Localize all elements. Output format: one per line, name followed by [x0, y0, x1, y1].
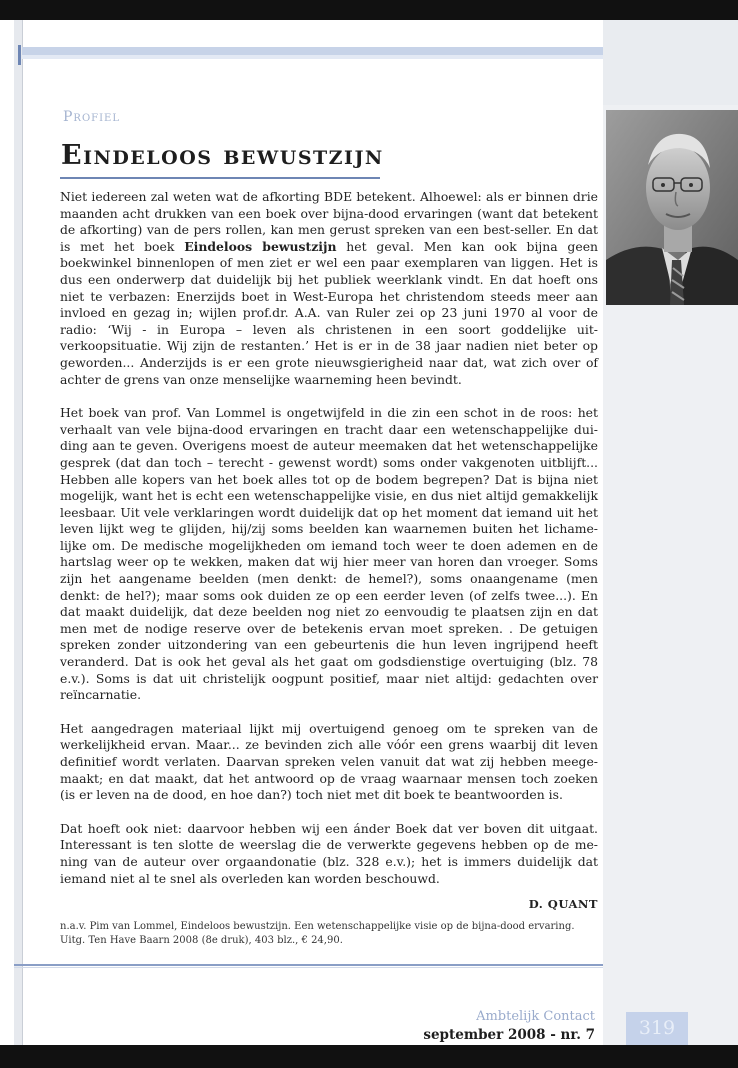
- paragraph-4: Dat hoeft ook niet: daarvoor hebben wij een ánder Boek dat ver boven dit uitgaat. Interessant is ten slotte de weerslag die de verwerkte gegevens hebben op de me-ning van de auteur over orgaandonatie (blz. 328 e.v.); het is immers duidelijk dat iemand niet al te snel als overleden kan worden beschouwd.: [60, 820, 598, 886]
- issue-info: september 2008 - nr. 7: [423, 1027, 595, 1043]
- paragraph-2: Het boek van prof. Van Lommel is ongetwijfeld in die zin een schot in de roos: het verhaalt van vele bijna-dood ervaringen en tracht daar een wetenschappelijke dui-ding aan te geven. Overigens moest de auteur meemaken dat het wetenschappelijke gesprek (dat dan toch – terecht - gewenst wordt) soms onder vakgenoten uitblijft... Hebben alle kopers van het boek alles tot op de bodem begrepen? Dat is bijna niet mogelijk, want het is echt een wetenschappelijke visie, en dus niet altijd gemakkelijk leesbaar. Uit vele verklaringen wordt duidelijk dat op het moment dat iemand uit het leven lijkt weg te glijden, hij/zij soms beelden kan waarnemen buiten het lichame-lijke om. De medische mogelijkheden om iemand toch weer te doen ademen en de hartslag weer op te wekken, maken dat wij hier meer van horen dan vroeger. Soms zijn het aangename beelden (men denkt: de hemel?), soms onaangename (men denkt: de hel?); maar soms ook duiden ze op een eerder leven (of zelfs twee...). En dat maakt duidelijk, dat deze beelden nog niet zo eenvoudig te plaatsen zijn en dat men met de nodige reserve over de betekenis ervan moet spreken. . De getuigen spreken zonder uitzondering van een gebeurtenis die hun leven ingrijpend heeft veranderd. Dat is ook het geval als het gaat om godsdienstige overtuiging (blz. 78 e.v.). Soms is dat uit christelijk oogpunt positief, maar niet altijd: gedachten over reïncarnatie.: [60, 405, 598, 703]
- paragraph-3: Het aangedragen materiaal lijkt mij overtuigend genoeg om te spreken van de werkelijkheid ervan. Maar... ze bevinden zich alle vóór een grens waarbij dit leven definitief wordt verlaten. Daarvan spreken velen vanuit dat wat zij hebben meege-maakt; en dat maakt, dat het antwoord op de vraag waarnaar mensen toch zoeken (is er leven na de dood, en hoe dan?) toch niet met dit boek te beantwoorden is.: [60, 720, 598, 803]
- scan-bottom-border: [0, 1045, 738, 1068]
- article-body: [60, 189, 598, 904]
- page-number: 319: [638, 1017, 676, 1039]
- book-title-emphasis: Eindeloos bewustzijn: [184, 238, 337, 254]
- book-reference-note: n.a.v. Pim van Lommel, Eindeloos bewustzijn. Een wetenschappelijke visie op de bijna-dood ervaring. Uitg. Ten Have Baarn 2008 (8e druk), 403 blz., € 24,90.: [60, 921, 575, 946]
- scan-top-border: [0, 0, 738, 20]
- right-column-top: [603, 20, 738, 105]
- author-name: D. QUANT: [528, 897, 598, 911]
- paragraph-1: Niet iedereen zal weten wat de afkorting BDE betekent. Alhoewel: als er binnen drie maanden acht drukken van een boek over bijna-dood ervaringen (want dat betekent de afkorting) van de pers rollen, kan men gerust spreken van een best-seller. En dat is met het boek Eindeloos bewustzijn het geval. Men kan ook bijna geen boekwinkel binnenlopen of men ziet er wel een paar exemplaren van liggen. Het is dus een onderwerp dat duidelijk bij het publiek weerklank vindt. En dat hoeft ons niet te verbazen: Enerzijds boet in West-Europa het christendom steeds meer aan invloed en gezag in; wijlen prof.dr. A.A. van Ruler zei op 23 juni 1970 al voor de radio: ‘Wij - in Europa – leven als christenen in een soort goddelijke uit-verkoopsituatie. Wij zijn de restanten.’ Het is er in de 38 jaar nadien niet beter op geworden... Anderzijds is er een grote nieuwsgierigheid naar dat, wat zich over of achter de grens van onze menselijke waarneming heen bevindt.: [60, 189, 599, 387]
- article-title: Eindeloos bewustzijn: [61, 140, 384, 171]
- page-binding-edge: [14, 20, 23, 1045]
- footer-rule: [14, 964, 603, 966]
- title-underline: [60, 177, 380, 179]
- left-margin-mark: [18, 45, 21, 65]
- section-kicker: Profiel: [63, 109, 120, 125]
- journal-name: Ambtelijk Contact: [476, 1009, 595, 1024]
- author-portrait: [606, 110, 738, 305]
- footer-rule-light: [14, 967, 603, 968]
